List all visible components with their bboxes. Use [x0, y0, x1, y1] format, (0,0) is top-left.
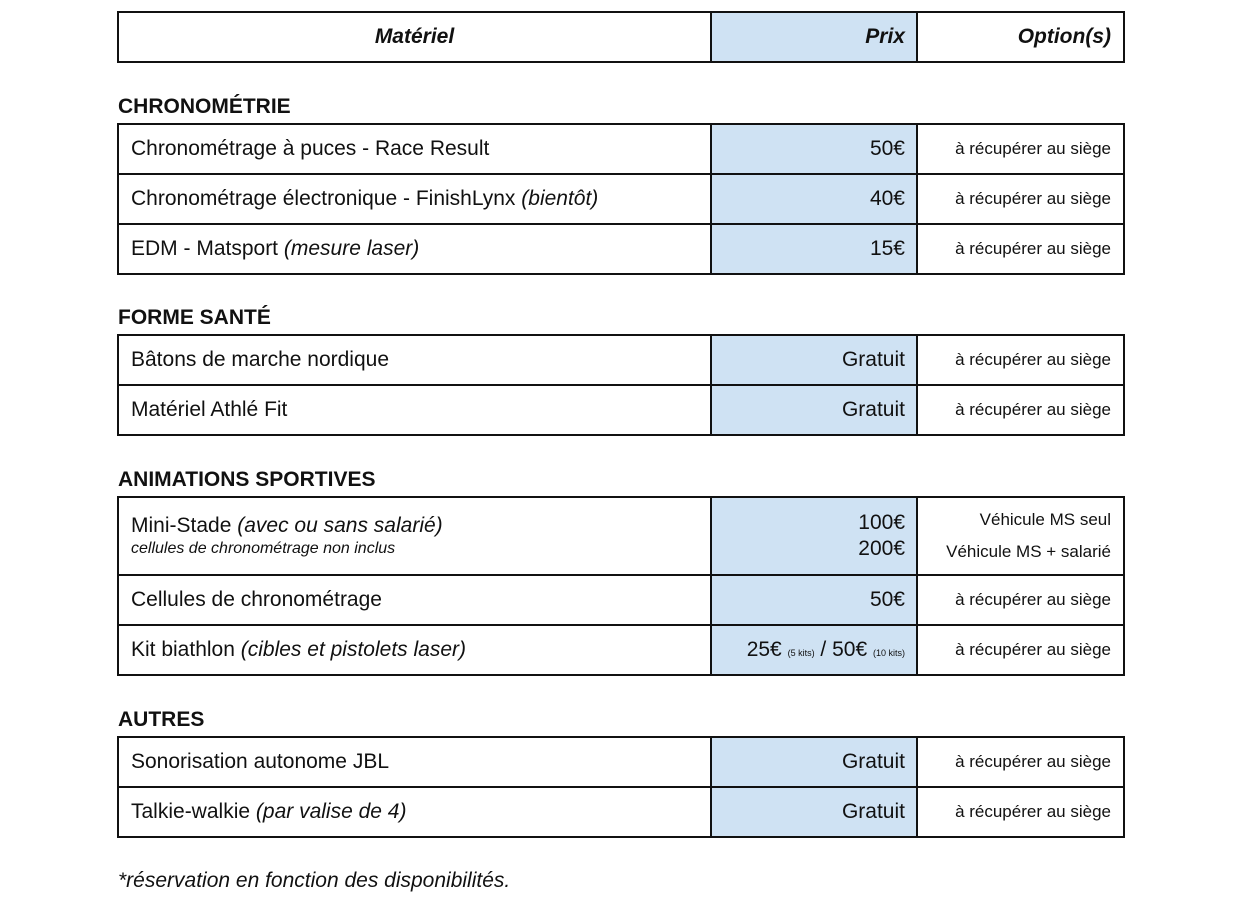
option-with-staff: Véhicule MS + salarié [946, 542, 1111, 561]
header-options: Option(s) [917, 12, 1124, 62]
table-row [118, 385, 1124, 435]
table-row [118, 335, 1124, 385]
section-title-chronometrie: CHRONOMÉTRIE [118, 95, 291, 118]
table-row [118, 625, 1124, 675]
table-row [118, 737, 1124, 787]
item-note: (mesure laser) [283, 237, 420, 260]
header-price: Prix [711, 12, 917, 62]
table-forme-sante [117, 334, 1125, 436]
item-name: Matériel Athlé Fit [118, 385, 711, 435]
table-row [118, 224, 1124, 274]
header-material: Matériel [118, 12, 711, 62]
table-row [118, 124, 1124, 174]
table-animations [117, 496, 1125, 676]
table-chronometrie [117, 123, 1125, 275]
price-alone: 100€ [858, 511, 905, 534]
table-autres [117, 736, 1125, 838]
item-price: Gratuit [711, 787, 917, 837]
table-row [118, 497, 1124, 575]
item-option: à récupérer au siège [917, 335, 1124, 385]
item-option: à récupérer au siège [917, 625, 1124, 675]
item-name: Kit biathlon (cibles et pistolets laser) [118, 625, 711, 675]
item-price: 40€ [711, 174, 917, 224]
item-option: à récupérer au siège [917, 124, 1124, 174]
section-title-animations: ANIMATIONS SPORTIVES [118, 468, 376, 491]
section-title-autres: AUTRES [118, 708, 205, 731]
item-subnote: cellules de chronométrage non inclus [131, 540, 396, 557]
item-note: (cibles et pistolets laser) [240, 638, 466, 661]
item-name: Bâtons de marche nordique [118, 335, 711, 385]
item-price: Gratuit [711, 335, 917, 385]
header-table [117, 11, 1125, 63]
item-name: Mini-Stade (avec ou sans salarié) cellules de chronométrage non inclus [118, 497, 711, 575]
option-alone: Véhicule MS seul [979, 510, 1111, 529]
item-name: Cellules de chronométrage [118, 575, 711, 625]
item-price: 15€ [711, 224, 917, 274]
item-note: (par valise de 4) [255, 800, 407, 823]
item-option: à récupérer au siège [917, 224, 1124, 274]
item-name: Chronométrage à puces - Race Result [118, 124, 711, 174]
item-price: Gratuit [711, 737, 917, 787]
item-price: Gratuit [711, 385, 917, 435]
section-title-forme-sante: FORME SANTÉ [118, 306, 271, 329]
item-price: 50€ [711, 575, 917, 625]
item-option: à récupérer au siège [917, 737, 1124, 787]
item-note: (bientôt) [521, 187, 599, 210]
item-option: à récupérer au siège [917, 787, 1124, 837]
item-price: 25€ (5 kits) / 50€ (10 kits) [711, 625, 917, 675]
item-name: EDM - Matsport (mesure laser) [118, 224, 711, 274]
item-price [711, 497, 917, 575]
item-name: Chronométrage électronique - FinishLynx (bientôt) [118, 174, 711, 224]
footnote: *réservation en fonction des disponibilités. [118, 869, 511, 892]
table-row [118, 787, 1124, 837]
item-price: 50€ [711, 124, 917, 174]
item-option: à récupérer au siège [917, 385, 1124, 435]
item-name: Talkie-walkie (par valise de 4) [118, 787, 711, 837]
item-note: (avec ou sans salarié) [237, 514, 443, 537]
table-row [118, 174, 1124, 224]
item-option: à récupérer au siège [917, 575, 1124, 625]
item-name: Sonorisation autonome JBL [118, 737, 711, 787]
item-option: à récupérer au siège [917, 174, 1124, 224]
table-row [118, 575, 1124, 625]
item-option [917, 497, 1124, 575]
price-with-staff: 200€ [858, 537, 905, 560]
